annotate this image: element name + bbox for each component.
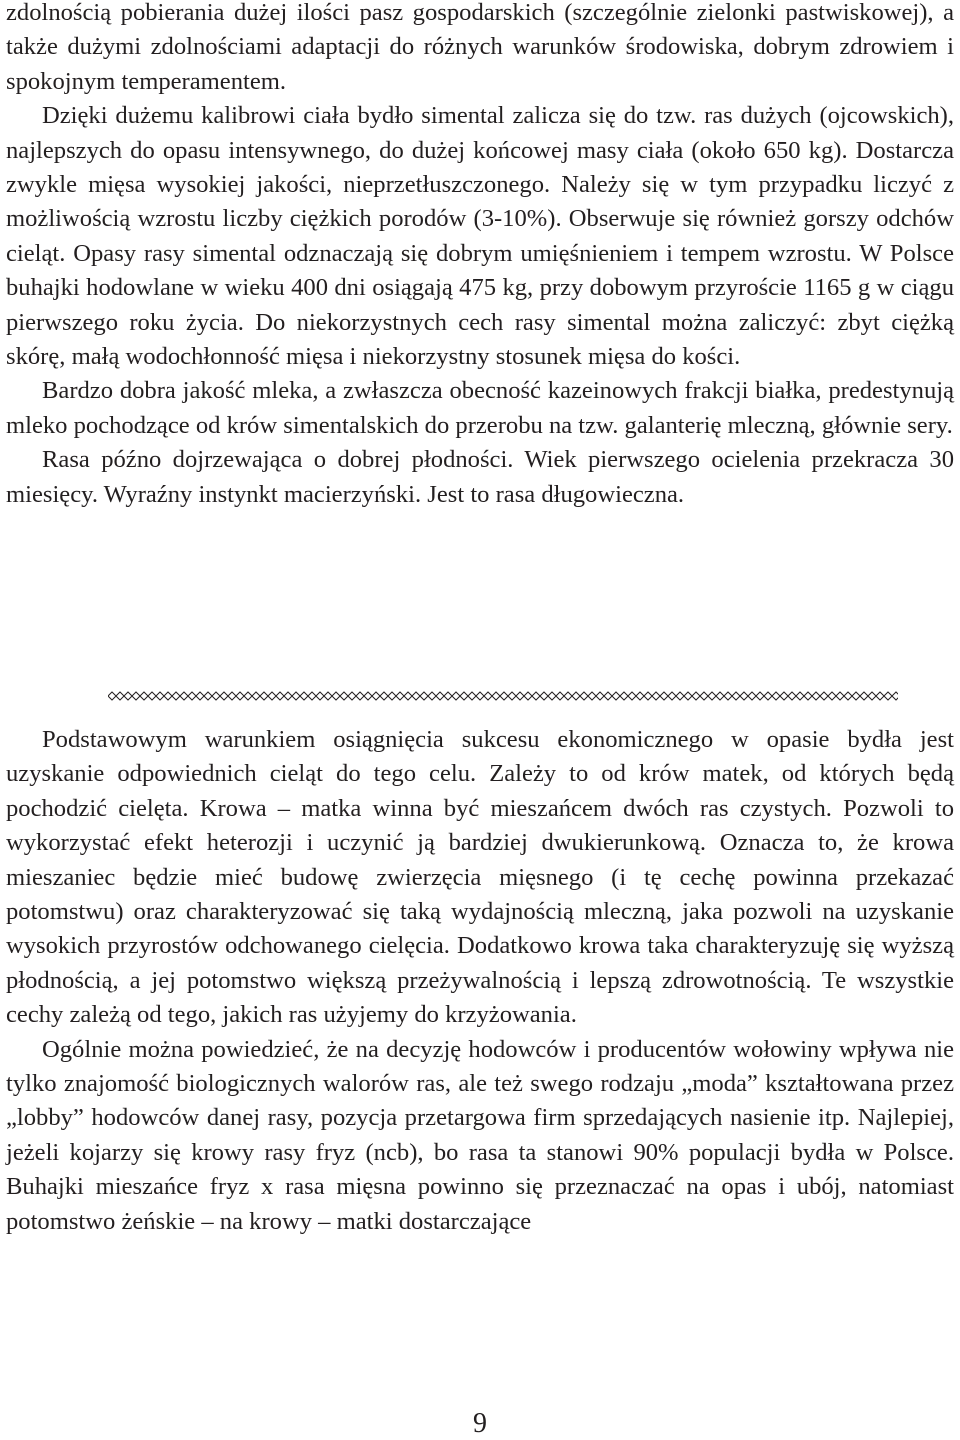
- paragraph: Ogólnie można powiedzieć, że na decyzję hodowców i producentów wołowiny wpływa nie tylko znajomość biologicznych walorów ras, ale też swego rodzaju „moda” kształtowana przez „lobby” hodowców danej rasy, pozycja przetargowa firm sprzedających nasienie itp. Najlepiej, jeżeli kojarzy się krowy rasy fryz (ncb), bo rasa ta stanowi 90% populacji bydła w Polsce. Buhajki mieszańce fryz x rasa mięsna powinno się przeznaczać na opas i ubój, natomiast potomstwo żeńskie – na krowy – matki dostarczające: [6, 1035, 954, 1235]
- paragraph: Dzięki dużemu kalibrowi ciała bydło simental zalicza się do tzw. ras dużych (ojcowskich), najlepszych do opasu intensywnego, do dużej końcowej masy ciała (około 650 kg). Dostarcza zwykle mięsa wysokiej jakości, nieprzetłuszczonego. Należy się w tym przypadku liczyć z możliwością wzrostu liczby ciężkich porodów (3-10%). Obserwuje się również gorszy odchów cieląt. Opasy rasy simental odznaczają się dobrym umięśnieniem i tempem wzrostu. W Polsce buhajki hodowlane w wieku 400 dni osiągają 475 kg, przy dobowym przyroście 1165 g w ciągu pierwszego roku życia. Do niekorzystnych cech rasy simental można zaliczyć: zbyt ciężką skórę, małą wodochłonność mięsa i niekorzystny stosunek mięsa do kości.: [6, 102, 954, 371]
- paragraph: Bardzo dobra jakość mleka, a zwłaszcza obecność kazeinowych frakcji białka, predestynują mleko pochodzące od krów simentalskich do przerobu na tzw. galanterię mleczną, głównie sery.: [6, 377, 954, 439]
- document-page: [6, 0, 954, 1440]
- paragraph: Rasa późno dojrzewająca o dobrej płodności. Wiek pierwszego ocielenia przekracza 30 miesięcy. Wyraźny instynkt macierzyński. Jest to rasa długowieczna.: [6, 446, 954, 508]
- text-section-bottom: [6, 723, 954, 1239]
- paragraph: Podstawowym warunkiem osiągnięcia sukcesu ekonomicznego w opasie bydła jest uzyskanie odpowiednich cieląt do tego celu. Zależy to od krów matek, od których będą pochodzić cielęta. Krowa – matka winna być mieszańcem dwóch ras czystych. Pozwoli to wykorzystać efekt heterozji i uczynić ją bardziej dwukierunkową. Oznacza to, że krowa mieszaniec będzie mieć budowę zwierzęcia mięsnego (i tę cechę powinna przekazać potomstwu) oraz charakteryzować się taką wydajnością mleczną, jaka pozwoli na uzyskanie wysokich przyrostów odchowanego cielęcia. Dodatkowo krowa taka charakteryzuję się wyższą płodnością, a jej potomstwo większą przeżywalnością i lepszą zdrowotnością. Te wszystkie cechy zależą od tego, jakich ras użyjemy do krzyżowania.: [6, 726, 954, 1029]
- text-section-top: [6, 0, 954, 512]
- paragraph: zdolnością pobierania dużej ilości pasz gospodarskich (szczególnie zielonki pastwiskowej), a także dużymi zdolnościami adaptacji do różnych warunków środowiska, dobrym zdrowiem i spokojnym temperamentem.: [6, 0, 954, 95]
- ornamental-divider: [108, 689, 898, 703]
- page-number: 9: [473, 1408, 487, 1439]
